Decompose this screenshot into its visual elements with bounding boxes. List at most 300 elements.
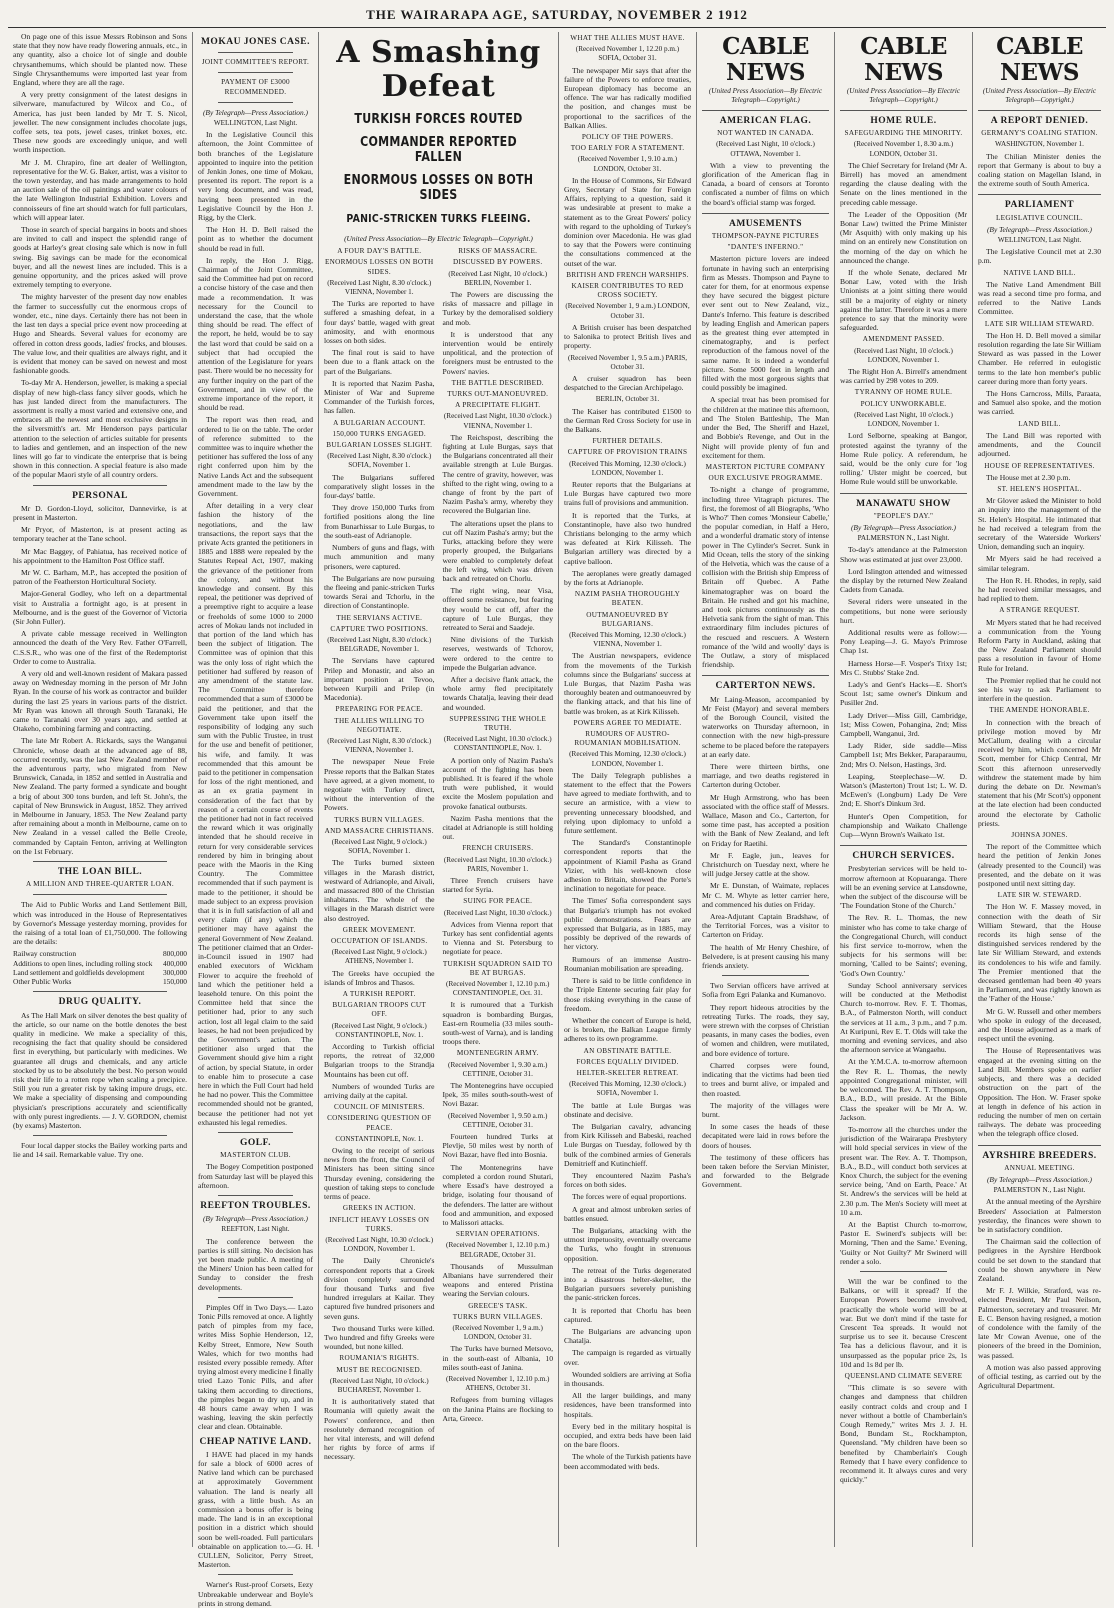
paragraph: To-day's attendance at the Palmerston Show was estimated at just over 23,000. — [840, 545, 967, 564]
paragraph: The Turks burned sixteen villages in the Marash district, westward of Adrianople, and Aivali, and massacred 800 of the Christian inhabitants. The whole of the villages in the Marash district were also destroyed. — [324, 858, 435, 923]
subheading: MASTERTON CLUB. — [220, 1151, 291, 1160]
wire-note: (By Telegraph—Press Association.) — [202, 1214, 309, 1224]
paragraph: The Native Land Amendment Bill was read a second time pro forma, and referred to the Native Lands Committee. — [978, 279, 1101, 317]
paragraph: Hunter's Open Competition, for championship and Waikato Challenge Cup—Wynn Brown's Waikato 1st. — [840, 811, 967, 840]
divider — [702, 213, 829, 214]
paragraph: To-day Mr A. Henderson, jeweller, is making a special display of new high-class fancy silver goods, which he has just landed direct from the manufacturers. The assortment is really a most varied and extensive one, and embraces all the newest and most exclusive designs in the silversmith's art. Mr Henderson pays particular attention to the selection of articles suitable for presents to ladies and gentlemen, and an inspection of the new lines will go far to vindicate the enterprise that is being shown in this connection. A special feature is also made of the popular Maori style of all country orders. — [13, 378, 187, 480]
paragraph: The Montenegrins have occupied Ipek, 35 miles south-south-west of Novi Bazar. — [442, 1081, 553, 1109]
paragraph: To-night a change of programme, including three Vitagraph pictures. The first, the foremost of all Biographs, 'Who is Who?' Then comes 'Monsieur Cabelle,' the popular comedian, in Half a Hero, and a wonderful dramatic story of intense power in The Cylinder's Secret. Sunk in Mid Ocean, tells the story of the sinking of the Helvetia, which was the cause of a collision with the British ship Empress of Britain off Quebec. A Pathe kinematographer was on board the Britain. He rushed and got his machine, and took pictures continuously as the Helvetia sank from the sight of man. This extraordinary film includes pictures of the rescued and rescuers. A Western romance of the 'wild and woolly' days is The Outlaw, a story of misplaced friendship. — [702, 485, 829, 670]
paragraph: Lady Driver—Miss Gill, Cambridge, 1st; Miss Cowen, Pohangina, 2nd; Miss Campbell, Wanganui, 3rd. — [840, 710, 967, 738]
paragraph: At the Y.M.C.A. to-morrow afternoon the Rev R. L. Thomas, the newly appointed Congregational minister, will be welcomed. The Rev. A. T. Thompson, B.A., B.D., will preside. At the Bible Class the speaker will be Mr A. W. Jackson. — [840, 1057, 967, 1122]
advertisement-text: Will the war be confined to the Balkans, or will it spread? If the European Powers become involved, practically the whole world will be at war. But we don't mind if the taste for Crescent Tea spreads. It would not surprise us to see it. because Crescent Tea has a delicious flavour, and it is unsurpassed as the popular price 2s, 1s 10d and 1s 8d per lb. — [840, 1276, 967, 1369]
divider — [218, 102, 293, 103]
war-news-left — [324, 245, 435, 1464]
paragraph: The Right Hon A. Birrell's amendment was carried by 298 votes to 209. — [840, 367, 967, 386]
paragraph: The right wing, near Visa, offered some resistance, but fearing they would be cut off, after the capture of Lule Burgas, they retreated to Serai and Saadeje. — [442, 586, 553, 632]
paragraph: Lady Rider, side saddle—Miss Campbell 1st; Mrs Bekker, Paraparaumu, 2nd; Mrs O. Nelson, Hastings, 3rd. — [840, 741, 967, 769]
dateline: (Received Last Night, 9 o'clock.) SOFIA, November 1. — [331, 837, 427, 856]
paragraph: Mr E. Dunstan, of Waimate, replaces Mr C. M. Whyte as letter carrier here, and commenced his duties on Friday. — [702, 881, 829, 909]
column-war-news — [319, 32, 559, 1547]
dateline: (Received November 1, 12.10 p.m.) BELGRADE, October 31. — [446, 1241, 550, 1259]
paragraph: The Austrian newspapers, evidence from the movements of the Turkish columns since the Bulgarians' success at Lule Burgas, that Nazim Pasha was thoroughly beaten and outmanoeuvred by the flanking attack, and that his line of battle was broken, as at Kirk Kilisseh. — [564, 651, 691, 716]
table-row: Land settlement and goldfields development 300,000 — [13, 967, 187, 977]
table-row: Railway construction 800,000 — [13, 949, 187, 959]
paragraph: The Times' Sofia correspondent says that Bulgaria's triumph has not evoked public demonstrations. Fears are expressed that Bulgaria, as in 1885, may possibly be deprived of the rewards of her victory. — [564, 896, 691, 952]
subheading: ST. HELEN'S HOSPITAL. — [997, 484, 1082, 493]
dateline: WASHINGTON, November 1. — [995, 140, 1084, 149]
paragraph: The Rev. R. L. Thomas, the new minister who has come to take charge of the Congregational Church, will conduct his first service to-morrow, when the subjects for his sermons will be: morning, 'Called to be Saints'; evening, 'God's Own Country.' — [840, 913, 967, 978]
subheading: BULGARIAN LOSSES SLIGHT. — [326, 441, 433, 450]
paragraph: At the Baptist Church to-morrow, Pastor E. Swinerd's subjects will be: Morning, 'Then and the Same.' Evening, 'Guilty or Not Guilty?' Mr Swinerd will render a solo. — [840, 1219, 967, 1266]
section-heading: AMERICAN FLAG. — [719, 116, 812, 126]
dateline: (Received Last Night, 10 o'clock.) LONDON, November 1. — [854, 410, 953, 429]
wire-note: (By Telegraph—Press Association.) — [986, 1174, 1093, 1184]
paragraph: Two thousand Turks were killed. Two hundred and fifty Greeks were wounded, but none killed. — [324, 1323, 435, 1352]
paragraph: Several riders were unseated in the competitions, but none were seriously hurt. — [840, 597, 967, 625]
section-heading-parliament: PARLIAMENT — [1004, 200, 1075, 211]
advertisement-text: Four local dapper stocks the Bailey working parts and lie and 14 sail. Remarkable value. Try one. — [13, 1141, 187, 1160]
dateline: (Received Last Night, 10.30 o'clock.) LONDON, November 1. — [325, 1235, 434, 1254]
subheading: DISCUSSED BY POWERS. — [453, 258, 543, 267]
paragraph: Reuter reports that the Bulgarians at Lule Burgas have captured two more trains full of provisions and ammunition. — [564, 479, 691, 508]
section-heading-church: CHURCH SERVICES. — [852, 851, 955, 862]
paragraph: Owing to the receipt of serious news from the front, the Council of Ministers has been sitting since Thursday evening, considering the question of taking steps to conclude terms of peace. — [324, 1146, 435, 1202]
subheading: INFLICT HEAVY LOSSES ON TURKS. — [329, 1215, 430, 1233]
dateline: (Received November 1, 9.30 a.m.) CETTINJE, October 31. — [448, 1060, 548, 1078]
subheading: OUR EXCLUSIVE PROGRAMME. — [708, 474, 823, 483]
subheading: LEGISLATIVE COUNCIL. — [995, 213, 1084, 222]
subheading: LATE SIR WILLIAM STEWARD. — [984, 319, 1095, 328]
subheading: A PRECIPITATE FLIGHT. — [455, 401, 541, 410]
paragraph: Lord Selborne, speaking at Bangor, protested against the tyranny of the Home Rule policy. A referendum, he said, would be the only cure for 'log rolling.' Ulster might be coerced, but Home Rule would still be unworkable. — [840, 431, 967, 487]
paragraph: Lady's and Gent's Hacks—E. Short's Scout 1st; same owner's Dinkum and Pusiller 2nd. — [840, 679, 967, 708]
paragraph: At the annual meeting of the Ayrshire Breeders' Association at Palmerston yesterday, the finances were shown to be in satisfactory condition. — [978, 1197, 1101, 1234]
subheading: "PEOPLE'S DAY." — [873, 511, 934, 520]
subheading: POLICY UNWORKABLE. — [860, 399, 947, 408]
wire-note: (By Telegraph—Press Association.) — [850, 522, 957, 532]
dateline: (Received Last Night, 8.30 o'clock.) SOFIA, November 1. — [327, 452, 432, 470]
paragraph: In the House of Commons, Sir Edward Grey, Secretary of State for Foreign Affairs, replying to a question, said it was undesirable at present to make a statement as to the Great Powers' policy with regard to the upholding of Turkey's dominion over Macedonia. He was glad to say that the Powers were continuing the consultations commenced at the outset of the war. — [564, 175, 691, 268]
paragraph: The Bogey Competition postponed from Saturday last will be played this afternoon. — [198, 1162, 313, 1190]
table-row: Additions to open lines, including rolling stock 400,000 — [13, 958, 187, 968]
paragraph: The report was then read, and ordered to lie on the table. The order of reference submitted to the committee was to inquire whether the petitioner has suffered the loss of any right conferred upon him by the Native Lands Act and the subsequent amendment made to the law by the Government. — [198, 415, 313, 498]
subheading: WHAT THE ALLIES MUST HAVE. — [570, 34, 685, 42]
dateline: (Received November 1, 12.20 p.m.) SOFIA, October 31. — [575, 45, 680, 63]
paragraph: The report of the Committee which heard the petition of Jenkin Jones (already presented to the Council) was presented, and the debate on it was postponed until next sitting day. — [978, 842, 1101, 889]
paragraph: Mr Myers stated that he had received a communication from the Young Reform Party in Auckland, asking that the New Zealand Parliament should pass a resolution in favour of Home Rule for Ireland. — [978, 617, 1101, 673]
section-heading-amusements: AMUSEMENTS — [728, 218, 803, 229]
subheading: GERMANY'S COALING STATION. — [981, 129, 1098, 138]
paragraph: Mr Myers said he had received a similar telegram. — [978, 554, 1101, 573]
dateline: (Received Last Night, 8.30 o'clock.) VIENNA, November 1. — [327, 736, 432, 755]
dateline: (Received November 1, 9 a.m.) LONDON, October 31. — [452, 1323, 543, 1342]
paragraph: The Bulgarians are now pursuing the fleeing and panic-stricken Turks towards Serai and Tchorlu, in the direction of Constantinople. — [324, 573, 435, 611]
paragraph: Mr G. W. Russell and other members who spoke in eulogy of the deceased, and the House adjourned as a mark of respect until the evening. — [978, 1006, 1101, 1044]
subheading: NATIVE LAND BILL. — [1003, 268, 1076, 277]
subheading: PREPARING FOR PEACE. — [335, 705, 423, 714]
subheading: GREEKS IN ACTION. — [342, 1204, 416, 1213]
dateline: (Received Last Night, 8.30 o'clock.) VIENNA, November 1. — [327, 278, 432, 297]
paragraph: It is reported that Chorlu has been captured. — [564, 1305, 691, 1324]
subheading: MUST BE RECOGNISED. — [336, 1365, 423, 1374]
dateline: (Received November 1, 9 a.m.) LONDON, October 31. — [565, 302, 690, 320]
paragraph: A great and almost unbroken series of battles ensued. — [564, 1204, 691, 1223]
paragraph: All the larger buildings, and many residences, have been transformed into hospitals. — [564, 1391, 691, 1419]
subheading: CAPTURE OF PROVISION TRAINS — [567, 448, 688, 457]
subheading: SERVIAN OPERATIONS. — [455, 1230, 540, 1239]
paragraph: If the whole Senate, declared Mr Bonar Law, voted with the Irish Unionists at a joint sitting there would still be a majority of eighty or ninety against the latter. Therefore it was a mere pretence to say that the minority were safeguarded. — [840, 268, 967, 333]
paragraph: Mr Laing-Meason, accompanied by Mr Feist (Mayor) and several members of the Borough Council, visited the waterworks on Thursday afternoon, in connection with the new high-pressure scheme to be placed before the ratepayers at an early date. — [702, 694, 829, 759]
paragraph: To-morrow all the churches under the jurisdiction of the Wairarapa Presbytery will hold special services in view of the present war. The Rev. A. T. Thompson, B.A., B.D., will conduct both services at Knox Church, the subject for the evening service being, 'And on Earth, Peace.' At St. Andrew's the services will be held at 2.30 p.m. The Men's Society will meet at 10 a.m. — [840, 1124, 967, 1217]
paragraph: The Chilian Minister denies the report that Germany is about to buy a coaling station on Magellan Island, in the extreme south of South America. — [978, 151, 1101, 189]
dateline: (Received Last Night, 10 o'clock.) LONDON, November 1. — [854, 346, 953, 364]
paragraph: Mr Hugh Armstrong, who has been associated with the office staff of Messrs. Wallace, Mason and Co., Carterton, for some time past, has accepted a position with the Bank of New Zealand, and left on Friday for Raetihi. — [702, 792, 829, 848]
wire-note: (United Press Association—By Electric Telegraph—Copyright.) — [846, 87, 961, 104]
paragraph: According to Turkish official reports, the retreat of 32,000 Bulgarian troops to the Strandja Mountains has been cut off. — [324, 1042, 435, 1079]
divider — [840, 110, 967, 111]
paragraph: Area-Adjutant Captain Bradshaw, of the Territorial Forces, was a visitor to Carterton on Friday. — [702, 912, 829, 940]
dateline: (Received Last Night, 10.30 o'clock.) VIENNA, November 1. — [443, 412, 552, 430]
dateline: (Received November 1, 9.10 a.m.) LONDON, October 31. — [577, 155, 678, 173]
ad-heading: QUEENSLAND CLIMATE SEVERE — [844, 1371, 963, 1380]
subheading: TURKS BURN VILLAGES. — [452, 1312, 543, 1321]
paragraph: The Hons Carncross, Mills, Paraata, and Samuel also spoke, and the motion was carried. — [978, 389, 1101, 417]
subheading: "DANTE'S INFERNO." — [727, 243, 804, 252]
dateline: REEFTON, Last Night. — [221, 1225, 290, 1234]
subheading: JOINT COMMITTEE'S REPORT. — [201, 58, 310, 67]
paragraph: The Bulgarians are advancing upon Chatalja. — [564, 1327, 691, 1346]
paragraph: In some cases the heads of these decapitated were laid in rows before the doors of houses. — [702, 1122, 829, 1150]
deck-line: COMMANDER REPORTED FALLEN — [360, 135, 517, 165]
paragraph: The Turks have burned Metsovo, in the south-east of Albania, 10 miles south-east of Janina. — [442, 1344, 553, 1372]
paragraph: The Greeks have occupied the islands of Imbros and Thasos. — [324, 968, 435, 987]
paragraph: Major-General Godley, who left on a departmental visit to Australia a fortnight ago, is at present in Melbourne, and is the guest of the Governor of Victoria (Sir John Fuller). — [13, 589, 187, 626]
subheading: 150,000 TURKS ENGAGED. — [332, 429, 427, 438]
paragraph: Mr Glover asked the Minister to hold an inquiry into the management of the St. Helen's Hospital. He intimated that he had received a telegram from the secretary of the Waterside Workers' Union, demanding such an inquiry. — [978, 496, 1101, 552]
paragraph: The Turks are reported to have suffered a smashing defeat, in a four days' battle, waged with great animosity, and with enormous losses on both sides. — [324, 299, 435, 346]
paragraph: The Land Bill was reported with amendments, and the Council adjourned. — [978, 430, 1101, 459]
paragraph: The Daily Telegraph publishes a statement to the effect that the Powers have agreed to mediate forthwith, and to secure an armistice, with a view to preventing unnecessary bloodshed, and relying upon diplomacy to unfold a future settlement. — [564, 770, 691, 836]
subheading: TYRANNY OF HOME RULE. — [854, 388, 953, 397]
paragraph: It is understood that any intervention would be entirely unpolitical, and the protection of foreigners must be entrusted to the Powers' navies. — [442, 329, 553, 376]
war-news-body — [324, 245, 553, 1464]
subheading: ANNUAL MEETING. — [1004, 1163, 1075, 1172]
divider — [218, 1132, 293, 1133]
paragraph: A very pretty consignment of the latest designs in silverware, manufactured by Wilcox and Co., of America, has just been landed by Mr T. S. Nicol, jeweller. The new consignment includes chocolate jugs, coffee sets, tea pots, jewel cases, trinket boxes, etc. These new goods are exceedingly unique, and well worth inspection. — [13, 90, 187, 155]
subheading: SUPPRESSING THE WHOLE TRUTH. — [449, 714, 547, 732]
dateline: PALMERSTON N., Last Night. — [993, 1186, 1086, 1195]
paragraph: The newspaper Neue Freie Presse reports that the Balkan States have agreed, at a given moment, to negotiate with Turkey direct, without the intervention of the Powers. — [324, 757, 435, 813]
paragraph: Mr Pryor, of Masterton, is at present acting as temporary teacher at the Tane school. — [13, 525, 187, 544]
paragraph: Charred corpses were found, indicating that the victims had been tied to trees and burnt alive, or impaled and then roasted. — [702, 1060, 829, 1098]
subheading: RUMOURS OF AUSTRO-ROUMANIAN MOBILISATION. — [574, 730, 681, 748]
subheading: SUING FOR PEACE. — [463, 897, 533, 906]
subheading: ROUMANIA'S RIGHTS. — [339, 1354, 420, 1363]
subheading: POWERS AGREE TO MEDIATE. — [573, 718, 682, 727]
section-heading: A REPORT DENIED. — [990, 116, 1089, 126]
subheading: CAPTURE TWO POSITIONS. — [330, 624, 429, 633]
divider — [840, 493, 967, 494]
divider — [978, 1145, 1101, 1146]
paragraph: The battle at Lule Burgas was obstinate and decisive. — [564, 1100, 691, 1119]
paragraph: They report hideous atrocities by the retreating Turks. The roads, they say, were strewn with the corpses of Christian peasants, in many cases the bodies, even of women and children, were mutilated, and bore evidence of torture. — [702, 1002, 829, 1058]
subheading: THE AMENDE HONORABLE. — [989, 706, 1090, 715]
paragraph: The Bulgarian cavalry, advancing from Kirk Kilisseh and Babeski, reached Lule Burgas on Tuesday, followed by th bulk of the combined armies of Generals Demitrieff and Kutinchieff. — [564, 1121, 691, 1168]
subheading: MONTENEGRIN ARMY. — [456, 1049, 539, 1058]
dateline: (Received Last Night, 10 o'clock.) BERLIN, November 1. — [448, 269, 548, 287]
cable-news-banner: CABLE NEWS — [996, 33, 1083, 86]
subheading: GREEK MOVEMENT. — [342, 925, 416, 934]
subheading: BULGARIAN TROOPS CUT OFF. — [332, 1001, 427, 1019]
paragraph: They drove 150,000 Turks from fortified positions along the line from Bunarhissar to Lule Burgas, to the south-east of Adrianople. — [324, 503, 435, 540]
dateline: (Received November 1, 9.50 a.m.) CETTINJE, October 31. — [448, 1111, 548, 1129]
section-heading-golf: GOLF. — [240, 1137, 271, 1148]
paragraph: The Kaiser has contributed £1500 to the German Red Cross Society for use in the Balkans. — [564, 406, 691, 434]
advertisement-text: I HAVE had placed in my hands for sale a block of 6000 acres of Native land which can be purchased at approximately Government valuation. The land is nearly all grass, with a little bush. As an commission a bonus offer is being made. The land is in an exceptional position in a district which should soon be well-roaded. Full particulars obtainable on application to.—G. H. CULLEN, Solicitor, Perry Street, Masterton. — [198, 1449, 313, 1570]
table-row: Other Public Works 150,000 — [13, 977, 187, 987]
section-heading-ayrshire: AYRSHIRE BREEDERS. — [982, 1150, 1097, 1161]
paragraph: Advices from Vienna report that Turkey has sent confidential agents to Vienna and St. Petersburg to negotiate for peace. — [442, 919, 553, 957]
paragraph: Every bed in the military hospital is occupied, and extra beds have been laid on the bare floors. — [564, 1421, 691, 1450]
paragraph: A private cable message received in Wellington announced the death of the Very Rev. Father O'Farrell, C.S.S.R., who was one of the first of the Redemptorist Order to come to Australia. — [13, 629, 187, 666]
paragraph: The forces were of equal proportions. — [572, 1192, 687, 1202]
advertisement-text: Pimples Off in Two Days.— Lazo Tonic Pills removed at once. A lightly patch of pimples from my face, writes Miss Sophie Henderson, 12, Kelby Street, Enmore, New South Wales, which for two months had resisted every possible remedy. After trying almost every medicine I finally tried Lazo Tonic Pills, and after taking them according to directions, the pimples began to dry up, and in 48 hours came away when I was washing, leaving the skin perfectly clear and clean. Obtainable. — [198, 1302, 313, 1432]
dateline: (Received This Morning, 12.30 o'clock.) SOFIA, November 1. — [569, 1080, 686, 1098]
advertisement-text: Warner's Rust-proof Corsets, Eezy Unbreakable underwear and Boyle's prints in strong demand. — [198, 1580, 313, 1608]
paragraph: Mr F. Eagle, jun., leaves for Christchurch on Tuesday next, where he will judge Jersey cattle at the show. — [702, 850, 829, 879]
paragraph: A motion was also passed approving of official testing, as carried out by the Agricultural Department. — [978, 1362, 1101, 1391]
subheading: TURKS OUT-MANOEUVRED. — [447, 390, 549, 399]
dateline: (Received This Morning, 12.30 o'clock.) LONDON, November 1. — [569, 459, 686, 477]
paragraph: The Montenegrins have completed a cordon round Shutari, where Essad's have destroyed a bridge, isolating four thousand of the defenders. The latter are without food and ammunition, and exposed to Malissori attacks. — [442, 1162, 553, 1227]
paragraph: The Reichspost, describing the fighting at Lule Burgas, says that the Bulgarians concentrated all their available strength at Lule Burgas. The centre of gravity, however, was shifted to the right wing, owing to a change of front by the part of Nazim Pasha's army, whereby they recovered the Bulgarian line. — [442, 432, 553, 516]
section-heading-mokau-jones: MOKAU JONES CASE. — [200, 37, 311, 47]
divider — [702, 675, 829, 676]
column-local-news — [8, 32, 193, 1547]
dateline: (Received Last Night, 9 o'clock.) CONSTANTINOPLE, Nov. 1. — [331, 1021, 427, 1039]
paragraph: In connection with the breach of privilege motion moved by Mr McCallum, dealing with a circular received by him, which concerned Mr Scott, member for Chicp Central, Mr Scott this afternoon unreservedly withdrew the statement made by him during the debate on Dr. Newman's statement that his (Mr Scott's) opponent at the late election had been conducted around the electorate by Catholic priests. — [978, 717, 1101, 828]
paragraph: The Leader of the Opposition (Mr Bonar Law) twitted the Prime Minister (Mr Asquith) with only making up his mind on an entirely new Constitution on the morning of the day on which he announced the change. — [840, 209, 967, 265]
subheading: A MILLION AND THREE-QUARTER LOAN. — [25, 880, 175, 889]
paragraph: There is said to be little confidence in the Triple Entente securing fair play for those risking everything in the cause of freedom. — [564, 976, 691, 1013]
subheading: OUTMANOEUVRED BY BULGARIANS. — [586, 610, 669, 628]
subheading: SAFEGUARDING THE MINORITY. — [844, 129, 963, 138]
subheading: KAISER CONTRIBUTES TO RED CROSS SOCIETY. — [571, 282, 684, 300]
subheading: THE BATTLE DESCRIBED. — [451, 378, 544, 387]
paragraph: Thousands of Mussulman Albanians have surrendered their weapons and entered Pristina wearing the Servian colours. — [442, 1261, 553, 1299]
wire-note: (United Press Association—By Electric Telegraph—Copyright.) — [982, 87, 1097, 104]
subheading: THE ALLIES WILLING TO NEGOTIATE. — [334, 716, 425, 734]
subheading: MASTERTON PICTURE COMPANY — [705, 462, 826, 471]
paragraph: The campaign is regarded as virtually over. — [564, 1348, 691, 1367]
paragraph: A portion only of Nazim Pasha's account of the fighting has been published. It is feared if the whole truth were published, it would excite the Moslem population and provoke fanatical outbursts. — [442, 755, 553, 811]
paragraph: Fourteen hundred Turks at Plevlje, 50 miles west by north of Novi Bazar, have fled into Bosnia. — [442, 1132, 553, 1160]
subheading: RISKS OF MASSACRE. — [458, 247, 538, 256]
dateline: (Received Last Night, 8.30 o'clock.) BELGRADE, November 1. — [327, 635, 432, 654]
paragraph: A very old and well-known resident of Makara passed away on Wednesday morning in the person of Mr John Ryan. In the course of his work as contractor and builder during the last 25 years in various parts of the district. Mr Ryan was known all through South Taranaki, He came to Taranaki over 30 years ago, and settled at Otakeho, combining farming and contracting. — [13, 669, 187, 734]
paragraph: The Daily Chronicle's correspondent reports that a Greek division completely surrounded four thousand Turks and five hundred irregulars at Kailar. They captured five hundred prisoners and seven guns. — [324, 1256, 435, 1321]
paragraph: In reply, the Hon J. Rigg, Chairman of the Joint Committee, said the Committee had put on record a concise history of the case and then made a recommendation. It was necessary for the Council to understand the case, that the whole thing should be read. The effect of the report, he held, would be to say the last word that could be said on a subject that had occupied the attention of the Legislature for years past. There would be no necessity for any further inquiry on the part of the Government, and in view of the extreme importance of the report, it should be read. — [198, 255, 313, 413]
dateline: (Received Last Night, 9 o'clock.) ATHENS, November 1. — [331, 948, 427, 966]
deck-line: ENORMOUS LOSSES ON BOTH SIDES — [343, 173, 534, 203]
column-allies — [559, 32, 697, 1547]
ad-heading-drug-quality: DRUG QUALITY. — [58, 997, 142, 1008]
paragraph: The health of Mr Henry Cheshire, of Belvedere, is at present causing his many friends anxiety. — [702, 942, 829, 971]
section-heading-loan-bill: THE LOAN BILL. — [57, 867, 143, 878]
dateline: (Received Last Night, 10.30 o'clock.) CONSTANTINOPLE, Nov. 1. — [443, 735, 552, 753]
dateline: (Received November 1, 9.5 a.m.) PARIS, October 31. — [567, 353, 688, 371]
divider — [722, 975, 809, 976]
paragraph: Leaping, Steeplechase—W. D. Watson's (Masterton) Trout 1st; L. W. D. McEwen's (Longburn) Lady De Vere 2nd; E. Short's Dinkum 3rd. — [840, 771, 967, 809]
subheading: CONSIDERING QUESTION OF PEACE. — [327, 1114, 432, 1132]
dateline: (Received November 1, 8.30 a.m.) LONDON, October 31. — [853, 140, 954, 158]
paragraph: A cruiser squadron has been despatched to the Grecian Archipelago. — [564, 373, 691, 393]
dateline: PALMERSTON N., Last Night. — [857, 534, 950, 543]
paragraph: The majority of the villages were burnt. — [702, 1100, 829, 1119]
deck-line: PANIC-STRICKEN TURKS FLEEING. — [346, 212, 531, 225]
divider — [218, 1195, 293, 1196]
divider — [33, 991, 167, 992]
subheading: HELTER-SKELTER RETREAT. — [576, 1068, 679, 1077]
paragraph: It is reported that the Turks, at Constantinople, have also two hundred Christians belonging to the army which was defeated at Kirk Kilisseh. The Bulgarian artillery was directed by a captive balloon. — [564, 510, 691, 566]
paragraph: After detailing in a very clear fashion the history of the negotiations, and the law transactions, the report says that the private Acts granted the petitioners in 1885 and 1888 were repealed by the Statutes Repeal Act, 1907, making the grievance of the petitioner from the colony, and without his knowledge and consent. By this repeal, the petitioner was deprived of a preemptive right to acquire a lease or freeholds of some 1000 to 2000 acres of Mokau lands not included in that portion of the land which has been the subject of litigation. The Committee was of opinion that this was the only loss of right which the petitioner had suffered by reason of any amendment of the statute law. The Committee therefore recommended that a sum of £3000 be paid the petitioner, and that the Government take upon itself the responsibility of lodging any such sum with the Public Trustee, in trust for the use and benefit of petitioner, his wife, and family. It was recommended that this amount be paid to the petitioner in compensation for loss of the right mentioned, and as an ex gratia payment in consideration of the fact that by reason of a certain course of events the petitioner had not in fact received the reward which it was originally intended that he should receive in return for very considerable services rendered by him in bringing about peace with the Maoris in the King Country. The Committee recommended that if such payment is made to the petitioner, it should be made subject to an express provision that it is in full satisfaction of all and every claim (if any) which the petitioner may have against the general Government of New Zealand. The petitioner claimed that an Order-in-Council issued in 1907 had enabled executors of Wickham Flower to acquire the freehold of land which the petitioner held a leasehold tenure. On this point the Committee held that since the petitioner had, prior to any such action, lost all legal claim to the said leases, he had not been prejudiced by the Government's action. The petitioner also urged that the Government should give him a right of action, by special Statute, in order to enable him to prosecute a case here in which the Full Court had held he had no power. This the Committee recommended should not be granted, because the petitioner had not yet exhausted his legal remedies. — [198, 501, 313, 1127]
subheading: COUNCIL OF MINISTERS. — [334, 1103, 425, 1112]
paragraph: Three French cruisers have started for Syria. — [442, 876, 553, 895]
paragraph: The Hon R. H. Rhodes, in reply, said he had received similar messages, and had replied to them. — [978, 575, 1101, 604]
dateline: CONSTANTINOPLE, Nov. 1. — [335, 1134, 424, 1143]
divider — [33, 861, 167, 862]
cable-news-banner: CABLE NEWS — [722, 33, 809, 86]
deck-line: TURKISH FORCES ROUTED — [354, 112, 523, 127]
subheading: AN OBSTINATE BATTLE. — [583, 1046, 672, 1055]
paragraph: Mr D. Gordon-Lloyd, solicitor, Dannevirke, is at present in Masterton. — [13, 503, 187, 522]
subheading: HOUSE OF REPRESENTATIVES. — [984, 461, 1095, 470]
paragraph: The whole of the Turkish patients have been accommodated with beds. — [564, 1452, 691, 1471]
subheading: FRENCH CRUISERS. — [462, 844, 534, 853]
paragraph: In the Legislative Council this afternoon, the Joint Committee of both branches of the Legislature appointed to inquire into the petition of Jenkin Jones, one time of Mokau, presented its report. The report is a very long document, and was read, having been presented in the Legislative Council by the Hon J. Rigg, by the Clerk. — [198, 130, 313, 223]
dateline: (Received November 1, 12.10 p.m.) ATHENS, October 31. — [446, 1374, 550, 1393]
subheading: ENORMOUS LOSSES ON BOTH SIDES. — [324, 258, 434, 276]
column-mokau-jones — [193, 32, 319, 1608]
paragraph: The alterations upset the plans to cut off Nazim Pasha's army; but the Turks, attacking before they were properly grouped, the Bulgarians were enabled to completely defeat the left wing, which was driven back and retreated on Chorlu. — [442, 518, 553, 583]
section-heading-manawatu: MANAWATU SHOW — [856, 498, 951, 509]
subheading: TURKISH SQUADRON SAID TO BE AT BURGAS. — [442, 959, 553, 977]
paragraph: Numbers of wounded Turks are arriving daily at the capital. — [324, 1081, 435, 1101]
divider — [33, 894, 167, 895]
dateline: WELLINGTON, Last Night. — [213, 119, 298, 128]
divider — [218, 1574, 293, 1575]
paragraph: The conference between the parties is still sitting. No decision has yet been made public. A meeting of the Miners' Union has been called for Sunday to consider the fresh developments. — [198, 1236, 313, 1292]
subheading: POLICY OF THE POWERS. — [581, 133, 674, 142]
section-heading-carterton: CARTERTON NEWS. — [715, 681, 816, 692]
wire-note: (By Telegraph—Press Association.) — [986, 224, 1093, 234]
masthead: THE WAIRARAPA AGE, SATURDAY, NOVEMBER 2 1912 — [8, 6, 1106, 28]
wire-note: (By Telegraph—Press Association.) — [202, 107, 309, 117]
paragraph: The final rout is said to have been due to a flank attack on the part of the Bulgarians. — [324, 348, 435, 376]
paragraph: The testimony of these officers has been taken before the Servian Minister, and forwarded to the Belgrade Government. — [702, 1152, 829, 1190]
paragraph: Numbers of guns and flags, with much ammunition and many prisoners, were captured. — [324, 543, 435, 571]
divider — [978, 110, 1101, 111]
wire-note: (United Press Association—By Electric Telegraph—Copyright.) — [344, 234, 533, 243]
divider — [840, 845, 967, 846]
divider — [218, 1297, 293, 1298]
paragraph: Presbyterian services will be held to-morrow afternoon at Kopuaranga. There will be an evening service at Lansdowne, when the subject of the discourse will be 'The Foundation Stone of the Church.' — [840, 864, 967, 911]
advertisement-text: As The Hall Mark on silver denotes the best quality of the article, so our name on the bottle denotes the best quality in medicine. We make a speciality of this, recognising the fact that quality should be considered first in everything, but particularly with medicines. We guarantee all drugs and chemicals, and any article stocked by us to be absolutely the best. No person would risk their life to a rotten rope when scaling a precipice. Still you run a greater risk by taking impure drugs, etc. We make a speciality of dispensing and compounding physician's prescriptions accurately and scientifically with only purest ingredients. — J. V. GORDON, chemist (by exams) Masterton. — [13, 1010, 187, 1130]
dateline: BERLIN, October 31. — [595, 395, 660, 404]
section-heading-reefton: REEFTON TROUBLES. — [200, 1200, 311, 1211]
paragraph: Mr Mac Baggey, of Pahiatua, has received notice of his appointment to the Hamilton Post Office staff. — [13, 546, 187, 565]
paragraph: It is reported that Nazim Pasha, Minister of War and Supreme Commander of the Turkish forces, has fallen. — [324, 378, 435, 416]
advertisement-text: "This climate is so severe with changes and dampness that children easily contract colds and croup and I never without a bottle of Chamberlain's Cough Remedy," writes Mrs J. J. H. Bond, Bundam St., Rockhampton, Queensland. "My children have been so benefited by Chamberlain's Cough Remedy that I have every confidence to recommend it. It always cures and very quickly." — [840, 1383, 967, 1485]
divider — [860, 1271, 947, 1272]
paragraph: The Standard's Constantinople correspondent reports that the appointment of Kiamil Pasha as Grand Vizier, with his well-known close adhesion to Britain, showed the Porte's inclination to negotiate for peace. — [564, 838, 691, 894]
dateline: (Received Last Night, 10.30 o'clock.) PARIS, November 1. — [443, 855, 552, 873]
divider — [33, 1135, 167, 1136]
subheading: TURKS BURN VILLAGES. — [334, 815, 425, 824]
paragraph: Sunday School anniversary services will be conducted at the Methodist Church to-morrow. Rev. F. T. Thomas, B.A., of Palmerston North, will conduct the services at 11 a.m., 3 p.m., and 7 p.m. At Kuripuni, Rev E. T. Olds will take the morning and evening services, and also the afternoon service at Wangaehu. — [840, 980, 967, 1055]
subheading: BRITISH AND FRENCH WARSHIPS. — [566, 270, 689, 279]
paragraph: A special treat has been promised for the children at the matinee this afternoon, and The Stolen Battleship, The Man under the Bed, The Sheriff and Hazel, and Bobbie's Revenge, and Out in the Night will provide plenty of fun and excitement for them. — [702, 395, 829, 460]
paragraph: The Premier replied that he could not see his way to ask Parliament to interfere in the question. — [978, 675, 1101, 704]
dateline: (Received This Morning, 12.30 o'clock.) VIENNA, November 1. — [569, 630, 686, 649]
paragraph: Mr F. J. Wilkie, Stratford, was re-elected President, Mr Paul Neilson, Palmerston, secretary and treasurer. Mr E. C. Benson having resigned, a motion of condolence with the family of the late Mr Cowan Avenue, one of the pioneers of the breed in the Dominion, was passed. — [978, 1286, 1101, 1360]
paragraph: On page one of this issue Messrs Robinson and Sons state that they now have ready flowering annuals, etc., in any quantity, also a choice lot of single and double chrysanthemums, which should be planted now. These Single Chrysanthemums were imported last year from England, where they are all the rage. — [13, 32, 187, 88]
subheading: A STRANGE REQUEST. — [999, 606, 1080, 615]
paragraph: Nazim Pasha mentions that the citadel at Adrianople is still holding out. — [442, 813, 553, 842]
subheading: NAZIM PASHA THOROUGHLY BEATEN. — [574, 590, 681, 608]
subheading: LAND BILL. — [1018, 419, 1061, 428]
paragraph: Additional results were as follow:— Pony Leaping—J. G. Mayo's Primrose Chap 1st. — [840, 627, 967, 656]
subheading: AMENDMENT PASSED. — [862, 335, 945, 344]
paragraph: The House met at 2.30 p.m. — [986, 472, 1071, 482]
subheading: THOMPSON-PAYNE PICTURES — [711, 232, 820, 241]
subheading: TOO EARLY FOR A STATEMENT. — [570, 144, 685, 153]
columns — [8, 32, 1106, 1608]
paragraph: The retreat of the Turks degenerated into a disastrous helter-skelter, the Bulgarian pursuers severely punishing the panic-stricken forces. — [564, 1265, 691, 1303]
subheading: NOT WANTED IN CANADA. — [717, 129, 814, 138]
paragraph: The mighty harvester of the present day now enables the farmer to successfully cut the enormous crops of wonder, etc., nine days. Certainly there has not been in the last ten days a special price event now proceeding at Hugo and Sheards. Several values for economy are offered in cotton dress goods, ladies' frocks, and blouses. The value low, and their qualities are always right, and it is evident that money can be saved on newest and most fashionable goods. — [13, 292, 187, 376]
paragraph: Mr J. M. Chrapiro, fine art dealer of Wellington, representative for the W. G. Baker, artist, was a visitor to the town yesterday, and has made arrangements to hold an auction sale of the oil paintings and water colours of the late Wellington Industrial Exhibition. Lovers and connoisseurs of fine art should watch for full particulars, which will appear later. — [13, 157, 187, 222]
dateline: (Received This Morning, 12.30 o'clock.) LONDON, November 1. — [569, 750, 686, 768]
paragraph: The Hon H. D. Bell raised the point as to whether the document should be read in full. — [198, 225, 313, 253]
paragraph: It is rumoured that a Turkish squadron is bombarding Burgas, East-ern Roumelia (33 miles south-south-west of Varna), and is landing troops there. — [442, 1000, 553, 1047]
paragraph: Two Servian officers have arrived at Sofia from Egri Palanka and Kumanovo. — [702, 981, 829, 1000]
divider — [702, 110, 829, 111]
subheading: PAYMENT OF £3000 RECOMMENDED. — [221, 78, 290, 96]
divider — [218, 72, 293, 73]
column-cable-news-1 — [697, 32, 835, 1547]
paragraph: The Hon W. F. Massey moved, in connection with the death of Sir William Steward, that the House records its high sense of the distinguished services rendered by the late Sir William Steward, and extends its condolences to his wife and family. The Premier mentioned that the deceased gentleman had been 40 years in Parliament, and was rightly known as the 'Father of the House.' — [978, 902, 1101, 1004]
divider — [978, 194, 1101, 195]
paragraph: It is authoritatively stated that Roumania will quietly await the Powers' conference, and then resolutely demand recognition of her vital interests, and will defend her rights by force of arms if necessary. — [324, 1397, 435, 1462]
dateline: WELLINGTON, Last Night. — [997, 236, 1082, 245]
paragraph: Wounded soldiers are arriving at Sofia in thousands. — [564, 1369, 691, 1389]
subheading: A BULGARIAN ACCOUNT. — [333, 418, 426, 427]
dateline: (Received Last Night, 10 o'clock.) OTTAWA, November 1. — [716, 140, 815, 158]
paragraph: The Servians have captured Prilep and Monastir, and also an important position at Tevoo, between Kurpili and Prilep (in Macedonia). — [324, 656, 435, 703]
section-heading-personal: PERSONAL — [72, 490, 128, 501]
dateline: (Received Last Night, 10 o'clock.) BUCHAREST, November 1. — [329, 1376, 429, 1394]
column-cable-news-3 — [973, 32, 1106, 1547]
subheading: FORCES EQUALLY DIVIDED. — [576, 1057, 679, 1066]
paragraph: The Chairman said the collection of pedigrees in the Ayrshire Herdbook could be set down to the standard that could be shown anywhere in New Zealand. — [978, 1237, 1101, 1283]
paragraph: Lord Islington attended and witnessed the display by the returned New Zealand Cadets from Canada. — [840, 566, 967, 595]
section-heading: HOME RULE. — [870, 116, 937, 126]
subheading: FURTHER DETAILS. — [592, 437, 663, 446]
subheading: AND MASSACRE CHRISTIANS. — [324, 826, 434, 835]
paragraph: A British cruiser has been despatched to Salonika to protect British lives and property. — [564, 322, 691, 351]
war-news-right — [443, 245, 554, 1464]
